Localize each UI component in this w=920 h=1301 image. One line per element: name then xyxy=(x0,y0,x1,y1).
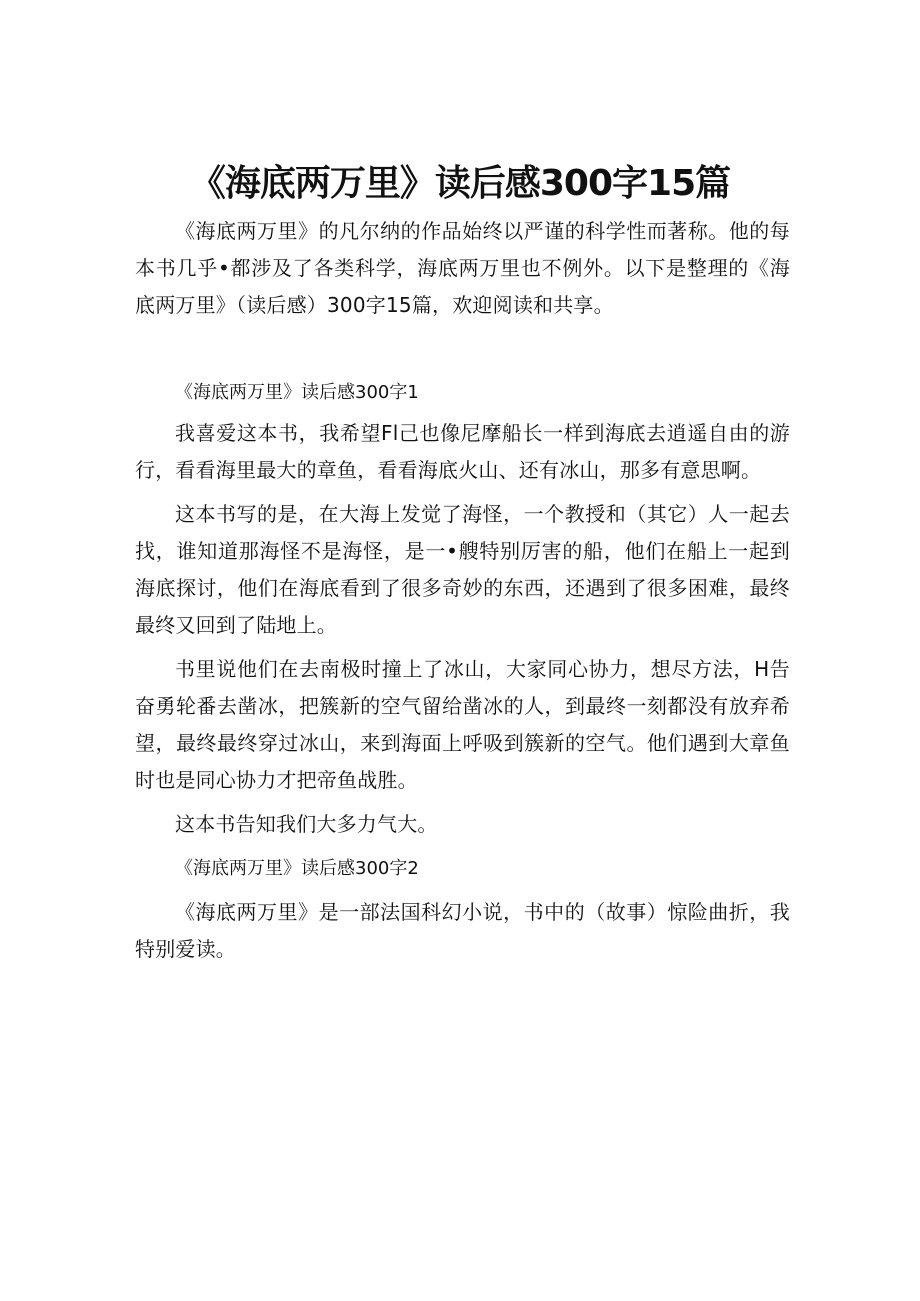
paragraph-spacer xyxy=(135,489,790,496)
document-body xyxy=(135,213,790,968)
section-1-paragraph-3: 书里说他们在去南极时撞上了冰山，大家同心协力，想尽方法，H告奋勇轮番去凿冰，把簇新的空气留给凿冰的人，到最终一刻都没有放弃希望，最终最终穿过冰山，来到海面上呼吸到簇新的空气。他们遇到大章鱼时也是同心协力才把帝鱼战胜。 xyxy=(135,657,790,792)
paragraph-spacer xyxy=(135,644,790,651)
section-1-paragraph-1: 我喜爱这本书，我希望Fl己也像尼摩船长一样到海底去逍遥自由的游行，看看海里最大的章鱼，看看海底火山、还有冰山，那多有意思啊。 xyxy=(135,421,790,482)
paragraph-spacer xyxy=(135,799,790,806)
section-spacer xyxy=(135,324,790,374)
document-title: 《海底两万里》读后感300字15篇 xyxy=(189,163,731,205)
section-1-paragraph-2: 这本书写的是，在大海上发觉了海怪，一个教授和（其它）人一起去找，谁知道那海怪不是海怪，是一•艘特别厉害的船，他们在船上一起到海底探讨，他们在海底看到了很多奇妙的东西，还遇到了很多困难，最终最终又回到了陆地上。 xyxy=(135,502,790,637)
section-heading-2: 《海底两万里》读后感300字2 xyxy=(175,858,419,879)
section-2-paragraph-1: 《海底两万里》是一部法国科幻小说，书中的（故事）惊险曲折，我特别爱读。 xyxy=(135,900,790,961)
section-spacer xyxy=(135,843,790,850)
section-1-paragraph-4: 这本书告知我们大多力气大。 xyxy=(175,812,438,836)
intro-paragraph: 《海底两万里》的凡尔纳的作品始终以严谨的科学性而著称。他的每本书几乎•都涉及了各类科学，海底两万里也不例外。以下是整理的《海底两万里》（读后感）300字15篇，欢迎阅读和共享。 xyxy=(135,219,790,317)
heading-spacer xyxy=(135,887,790,894)
section-heading-1: 《海底两万里》读后感300字1 xyxy=(175,382,419,403)
